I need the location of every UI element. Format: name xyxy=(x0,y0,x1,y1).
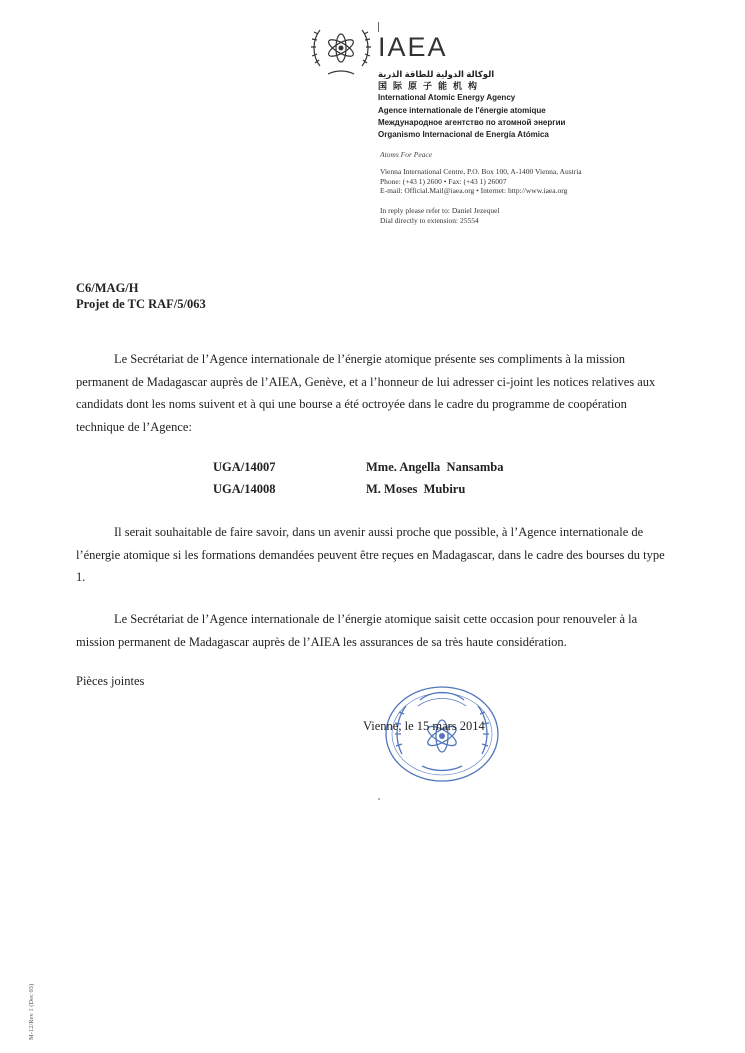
punch-mark xyxy=(378,798,380,800)
reply-extension: Dial directly to extension: 25554 xyxy=(380,215,479,225)
reference-project: Projet de TC RAF/5/063 xyxy=(76,296,206,311)
iaea-stamp-seal xyxy=(382,684,502,784)
paragraph-1-text: Le Secrétariat de l’Agence internationale de l’énergie atomique présente ses compliments à la mission permanent de Madagascar auprès de l’AIEA, Genève, et a l’honneur de lui adresser ci-joint les notices relatives aux candidats dont les noms suivent et à qui une bourse a été octroyée dans le cadre du programme de coopération technique de l’Agence: xyxy=(76,352,656,434)
contact-address: Vienna International Centre, P.O. Box 100, A-1400 Vienna, Austria xyxy=(380,167,582,176)
reference-block xyxy=(76,281,206,312)
enclosures-label: Pièces jointes xyxy=(76,674,145,688)
org-name-spanish: Organismo Internacional de Energía Atómica xyxy=(378,130,549,140)
reference-code: C6/MAG/H xyxy=(76,281,139,295)
org-name-russian: Международное агентство по атомной энергии xyxy=(378,117,566,127)
org-names-block xyxy=(378,68,565,141)
paragraph-2-text: Il serait souhaitable de faire savoir, dans un avenir aussi proche que possible, à l’Agence internationale de l’énergie atomique si les formations demandées peuvent être reçues en Madagascar, dans le cadre des bourses du type 1. xyxy=(76,525,665,584)
form-code-text: M-12/Rev 1 (Dec 03) xyxy=(28,983,35,1040)
candidate-2-code: UGA/14008 xyxy=(213,482,276,496)
header-tick-mark xyxy=(378,22,379,32)
org-acronym: IAEA xyxy=(378,32,448,62)
reply-refer-to: In reply please refer to: Daniel Jezequel xyxy=(380,206,500,215)
candidate-2-name: M. Moses Mubiru xyxy=(366,482,466,496)
paragraph-3-text: Le Secrétariat de l’Agence internationale de l’énergie atomique saisit cette occasion pour renouveler à la mission permanent de Madagascar auprès de l’AIEA les assurances de sa très haute considération. xyxy=(76,612,638,649)
contact-phone-fax: Phone: (+43 1) 2600 • Fax: (+43 1) 26007 xyxy=(380,176,507,186)
paragraph-1 xyxy=(76,348,666,438)
contact-email-web: E-mail: Official.Mail@iaea.org • Internet: http://www.iaea.org xyxy=(380,186,568,195)
candidate-1-code: UGA/14007 xyxy=(213,460,276,474)
org-name-english: International Atomic Energy Agency xyxy=(378,93,516,103)
form-code xyxy=(28,970,40,1040)
motto: Atoms For Peace xyxy=(380,150,433,159)
iaea-emblem-logo xyxy=(310,22,372,80)
paragraph-2 xyxy=(76,521,666,589)
place-date: Vienne, le 15 mars 2014 xyxy=(363,719,485,733)
paragraph-3 xyxy=(76,608,666,653)
reply-block xyxy=(380,206,500,225)
contact-block xyxy=(380,167,582,196)
org-name-chinese: 国际原子能机构 xyxy=(378,81,484,92)
candidate-1-name: Mme. Angella Nansamba xyxy=(366,460,504,474)
org-name-arabic: الوكالة الدولية للطاقة الذرية xyxy=(378,69,495,79)
org-name-french: Agence internationale de l'énergie atomique xyxy=(378,105,546,115)
